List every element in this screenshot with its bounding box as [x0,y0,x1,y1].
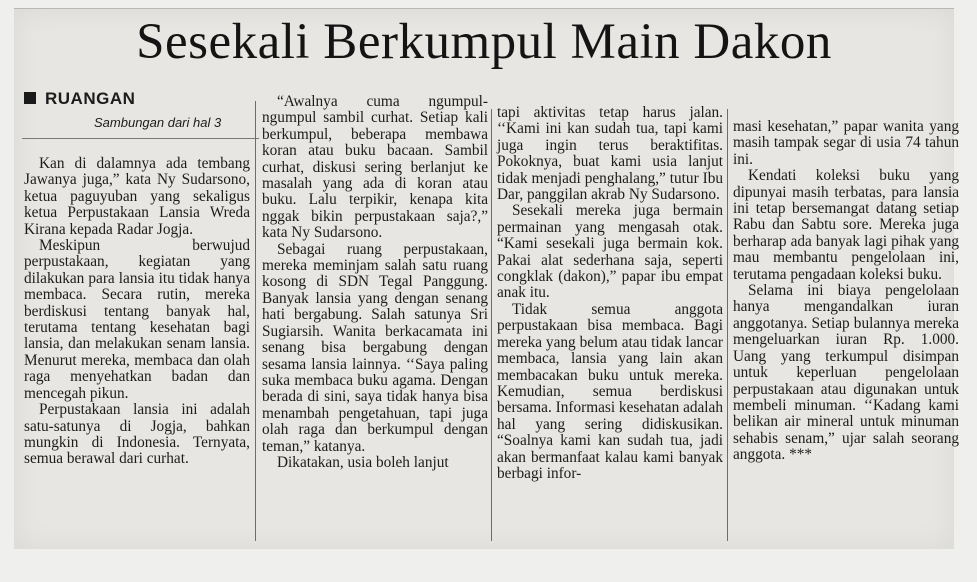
rubric-label [24,89,135,109]
article-column-4 [733,119,959,464]
continuation-note: Sambungan dari hal 3 [94,115,222,130]
rubric-rule [22,138,259,139]
paragraph: Sesekali mereka juga bermain permainan yang mengasah otak. “Kami sesekali juga bermain kok. Pakai alat sederhana saja, seperti congklak (dakon),” papar ibu empat anak itu. [497,202,723,302]
article-column-1 [24,156,250,468]
paragraph: “Awalnya cuma ngumpul-ngumpul sambil curhat. Setiap kali berkumpul, beberapa membawa koran atau buku bacaan. Sambil curhat, diskusi sering berlanjut ke masalah yang ada di koran atau buku. Lalu terpikir, kenapa kita nggak bikin perpustakaan saja?,” kata Ny Sudarsono. [262,93,488,242]
paragraph: Tidak semua anggota perpustakaan bisa membaca. Bagi mereka yang belum atau tidak lancar membaca, lansia yang lain akan membacakan buku untuk mereka. Kemudian, semua berdiskusi bersama. Informasi kesehatan adalah hal yang sering didiskusikan. “Soalnya kami kan sudah tua, jadi akan bermanfaat kalau kami banyak berbagi infor- [497,300,723,482]
paragraph: Meskipun berwujud perpustakaan, kegiatan yang dilakukan para lansia itu tidak hanya membaca. Secara rutin, mereka berdiskusi tentang banyak hal, terutama tentang kesehatan bagi lansia, dan melakukan senam lansia. Menurut mereka, membaca dan olah raga menyehatkan badan dan mencegah pikun. [24,237,250,402]
column-divider [727,109,728,541]
newspaper-clipping [14,8,959,549]
column-divider [255,101,256,541]
paragraph: Selama ini biaya pengelolaan hanya mengandalkan iuran anggotanya. Setiap bulannya mereka mengeluarkan iuran Rp. 1.000. Uang yang terkumpul disimpan untuk keperluan pengelolaan perpustakaan atau digunakan untuk membeli minuman. ‘‘Kadang kami belikan air mineral untuk minuman sehabis senam,” ujar salah seorang anggota. *** [733,282,959,464]
article-column-3 [497,105,723,482]
column-divider [491,109,492,541]
paragraph: masi kesehatan,” papar wanita yang masih tampak segar di usia 74 tahun ini. [733,118,959,168]
square-bullet-icon [24,92,36,104]
paragraph: Perpustakaan lansia ini adalah satu-satunya di Jogja, bahkan mungkin di Indonesia. Ternyata, semua berawal dari curhat. [24,401,250,468]
paragraph: Kan di dalamnya ada tembang Jawanya juga,” kata Ny Sudarsono, ketua paguyuban yang sekaligus ketua Perpustakaan Lansia Wreda Kirana kepada Radar Jogja. [24,155,250,238]
paragraph: Kendati koleksi buku yang dipunyai masih terbatas, para lansia ini tetap bersemangat datang setiap Rabu dan Sabtu sore. Mereka juga berharap ada banyak lagi pihak yang mau membantu pengelolaan ini, terutama pengadaan koleksi buku. [733,167,959,283]
paragraph: Sebagai ruang perpustakaan, mereka meminjam salah satu ruang kosong di SDN Tegal Panggung. Banyak lansia yang dengan senang hati bergabung. Salah satunya Sri Sugiarsih. Wanita berkacamata ini senang bisa bergabung dengan sesama lansia lainnya. ‘‘Saya paling suka membaca buku agama. Dengan berada di sini, saya tidak hanya bisa menambah pengetahuan, tapi juga olah raga dan berkumpul dengan teman,” katanya. [262,240,488,455]
rubric-text: RUANGAN [45,89,136,108]
article-column-2 [262,94,488,471]
paragraph: Dikatakan, usia boleh lanjut [277,453,449,471]
headline: Sesekali Berkumpul Main Dakon [136,14,832,70]
paragraph: tapi aktivitas tetap harus jalan. ‘‘Kami ini kan sudah tua, tapi kami juga ingin terus beraktifitas. Pokoknya, buat kami usia lanjut tidak menjadi penghalang,” tutur Ibu Dar, panggilan akrab Ny Sudarsono. [497,104,723,204]
